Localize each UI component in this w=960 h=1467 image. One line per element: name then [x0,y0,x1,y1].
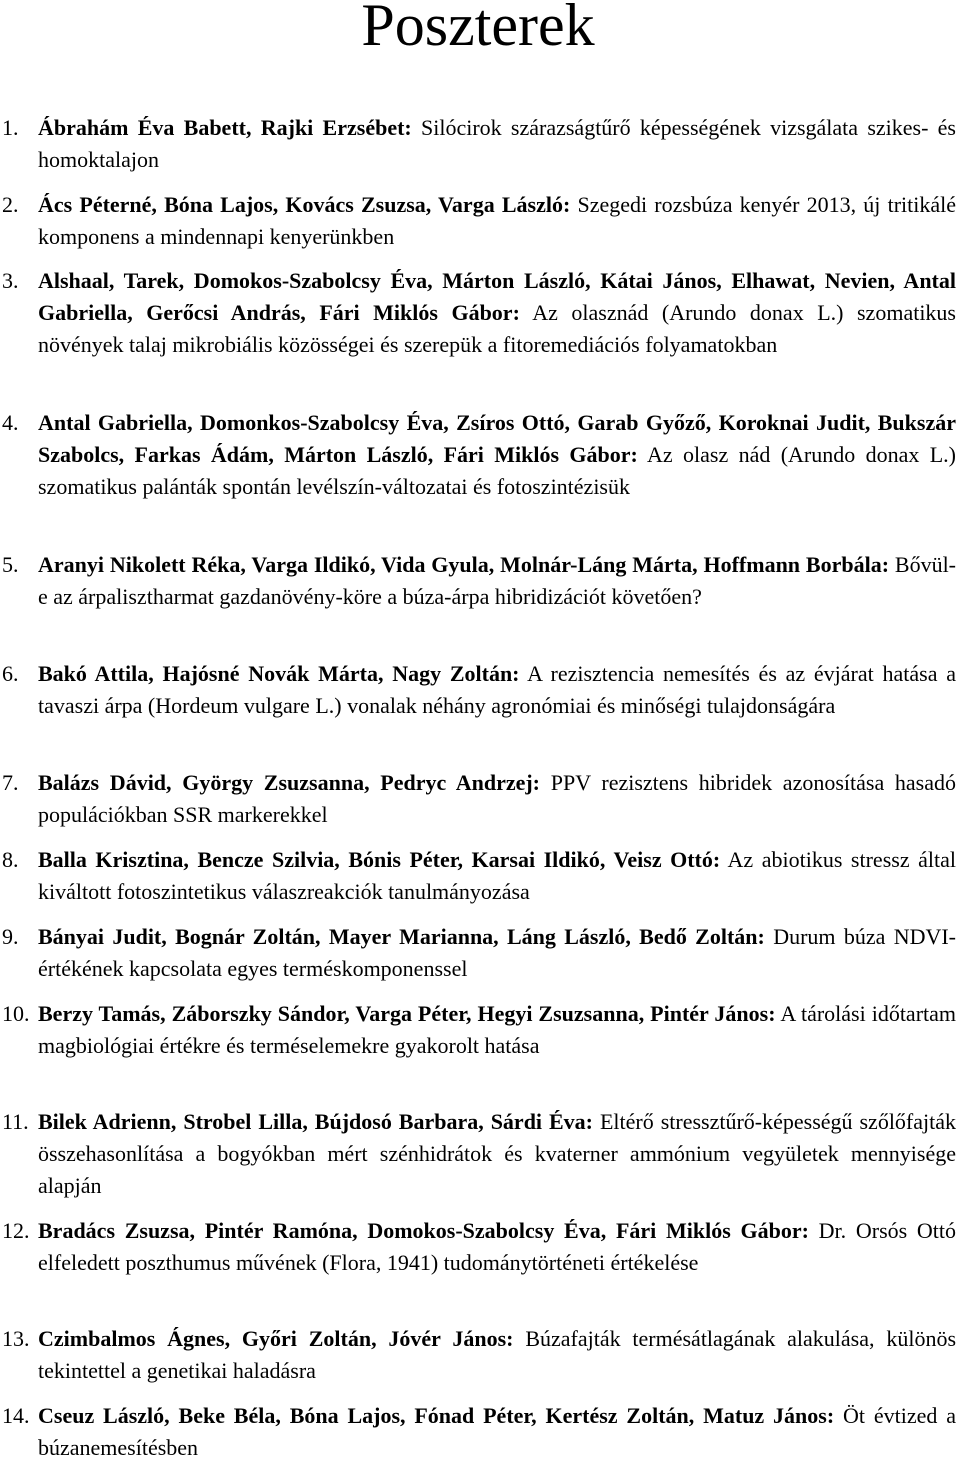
item-authors: Bányai Judit, Bognár Zoltán, Mayer Marianna, Láng László, Bedő Zoltán: [38,924,765,949]
list-item [0,998,960,1062]
list-item [0,112,960,176]
item-text [38,998,956,1062]
item-text [38,1106,956,1202]
item-authors: Berzy Tamás, Záborszky Sándor, Varga Péter, Hegyi Zsuzsanna, Pintér János: [38,1001,776,1026]
item-authors: Antal Gabriella, Domonkos-Szabolcsy Éva, Zsíros Ottó, Garab Győző, Koroknai Judit, Bukszár Szabolcs, Farkas Ádám, Márton László, Fári Miklós Gábor: [38,410,956,467]
item-title: Silócirok szárazságtűrő képességének vizsgálata szikes- és homoktalajon [38,115,956,172]
item-text [38,407,956,503]
item-title: PPV rezisztens hibridek azonosítása hasadó populációkban SSR markerekkel [38,770,956,827]
item-text [38,1215,956,1279]
item-title: Az abiotikus stressz által kiváltott fotoszintetikus válaszreakciók tanulmányozása [38,847,956,904]
item-number: 5. [2,552,19,577]
item-number: 11. [2,1109,29,1134]
item-number: 9. [2,924,19,949]
item-text [38,265,956,361]
item-number: 10. [2,1001,30,1026]
item-text [38,189,956,253]
item-authors: Ábrahám Éva Babett, Rajki Erzsébet: [38,115,412,140]
list-item [0,549,960,613]
item-title: Öt évtized a búzanemesítésben [38,1403,957,1460]
item-number: 4. [2,410,19,435]
list-item [0,189,960,253]
list-item [0,1106,960,1202]
item-number: 6. [2,661,19,686]
item-title: Bővül-e az árpalisztharmat gazdanövény-köre a búza-árpa hibridizációt követően? [38,552,957,609]
list-item [0,265,960,361]
item-text [38,549,956,613]
item-title: A tárolási időtartam magbiológiai értékre és terméselemekre gyakorolt hatása [38,1001,957,1058]
list-item [0,1215,960,1279]
item-authors: Balázs Dávid, György Zsuzsanna, Pedryc Andrzej: [38,770,541,795]
item-number: 7. [2,770,19,795]
list-item [0,921,960,985]
item-authors: Bradács Zsuzsa, Pintér Ramóna, Domokos-Szabolcsy Éva, Fári Miklós Gábor: [38,1218,809,1243]
item-authors: Alshaal, Tarek, Domokos-Szabolcsy Éva, Márton László, Kátai János, Elhawat, Nevien, Antal Gabriella, Gerőcsi András, Fári Miklós Gábor: [38,268,956,325]
item-title: Az olasznád (Arundo donax L.) szomatikus növények talaj mikrobiális közösségei és szerepük a fitoremediációs folyamatokban [38,300,956,357]
list-item [0,767,960,831]
item-title: Búzafajták termésátlagának alakulása, különös tekintettel a genetikai haladásra [38,1326,957,1383]
item-authors: Czimbalmos Ágnes, Győri Zoltán, Jóvér János: [38,1326,514,1351]
item-authors: Bakó Attila, Hajósné Novák Márta, Nagy Zoltán: [38,661,520,686]
item-title: Eltérő stressztűrő-képességű szőlőfajták összehasonlítása a bogyókban mért szénhidrátok és kvaterner ammónium vegyületek mennyisége alapján [38,1109,957,1198]
item-title: Durum búza NDVI-értékének kapcsolata egyes terméskomponenssel [38,924,957,981]
list-item [0,844,960,908]
item-authors: Balla Krisztina, Bencze Szilvia, Bónis Péter, Karsai Ildikó, Veisz Ottó: [38,847,721,872]
item-number: 3. [2,268,19,293]
item-authors: Bilek Adrienn, Strobel Lilla, Bújdosó Barbara, Sárdi Éva: [38,1109,594,1134]
item-number: 12. [2,1218,30,1243]
item-number: 2. [2,192,19,217]
item-text [38,658,956,722]
item-number: 1. [2,115,19,140]
list-item [0,658,960,722]
item-text [38,921,956,985]
item-title: A rezisztencia nemesítés és az évjárat hatása a tavaszi árpa (Hordeum vulgare L.) vonalak néhány agronómiai és minőségi tulajdonságára [38,661,956,718]
item-title: Az olasz nád (Arundo donax L.) szomatikus palánták spontán levélszín-változatai és fotoszintézisük [38,442,956,499]
item-number: 13. [2,1326,30,1351]
item-authors: Cseuz László, Beke Béla, Bóna Lajos, Fónad Péter, Kertész Zoltán, Matuz János: [38,1403,835,1428]
item-text [38,767,956,831]
item-authors: Ács Péterné, Bóna Lajos, Kovács Zsuzsa, Varga László: [38,192,571,217]
item-text [38,112,956,176]
item-text [38,844,956,908]
item-number: 14. [2,1403,30,1428]
item-text [38,1400,956,1464]
list-item [0,1400,960,1464]
list-item [0,1323,960,1387]
item-number: 8. [2,847,19,872]
item-text [38,1323,956,1387]
list-item [0,407,960,503]
item-title: Dr. Orsós Ottó elfeledett poszthumus művének (Flora, 1941) tudománytörténeti értékelése [38,1218,957,1275]
item-title: Szegedi rozsbúza kenyér 2013, új tritikálé komponens a mindennapi kenyerünkben [38,192,956,249]
page-title: Poszterek [361,0,595,58]
item-authors: Aranyi Nikolett Réka, Varga Ildikó, Vida Gyula, Molnár-Láng Márta, Hoffmann Borbála: [38,552,890,577]
